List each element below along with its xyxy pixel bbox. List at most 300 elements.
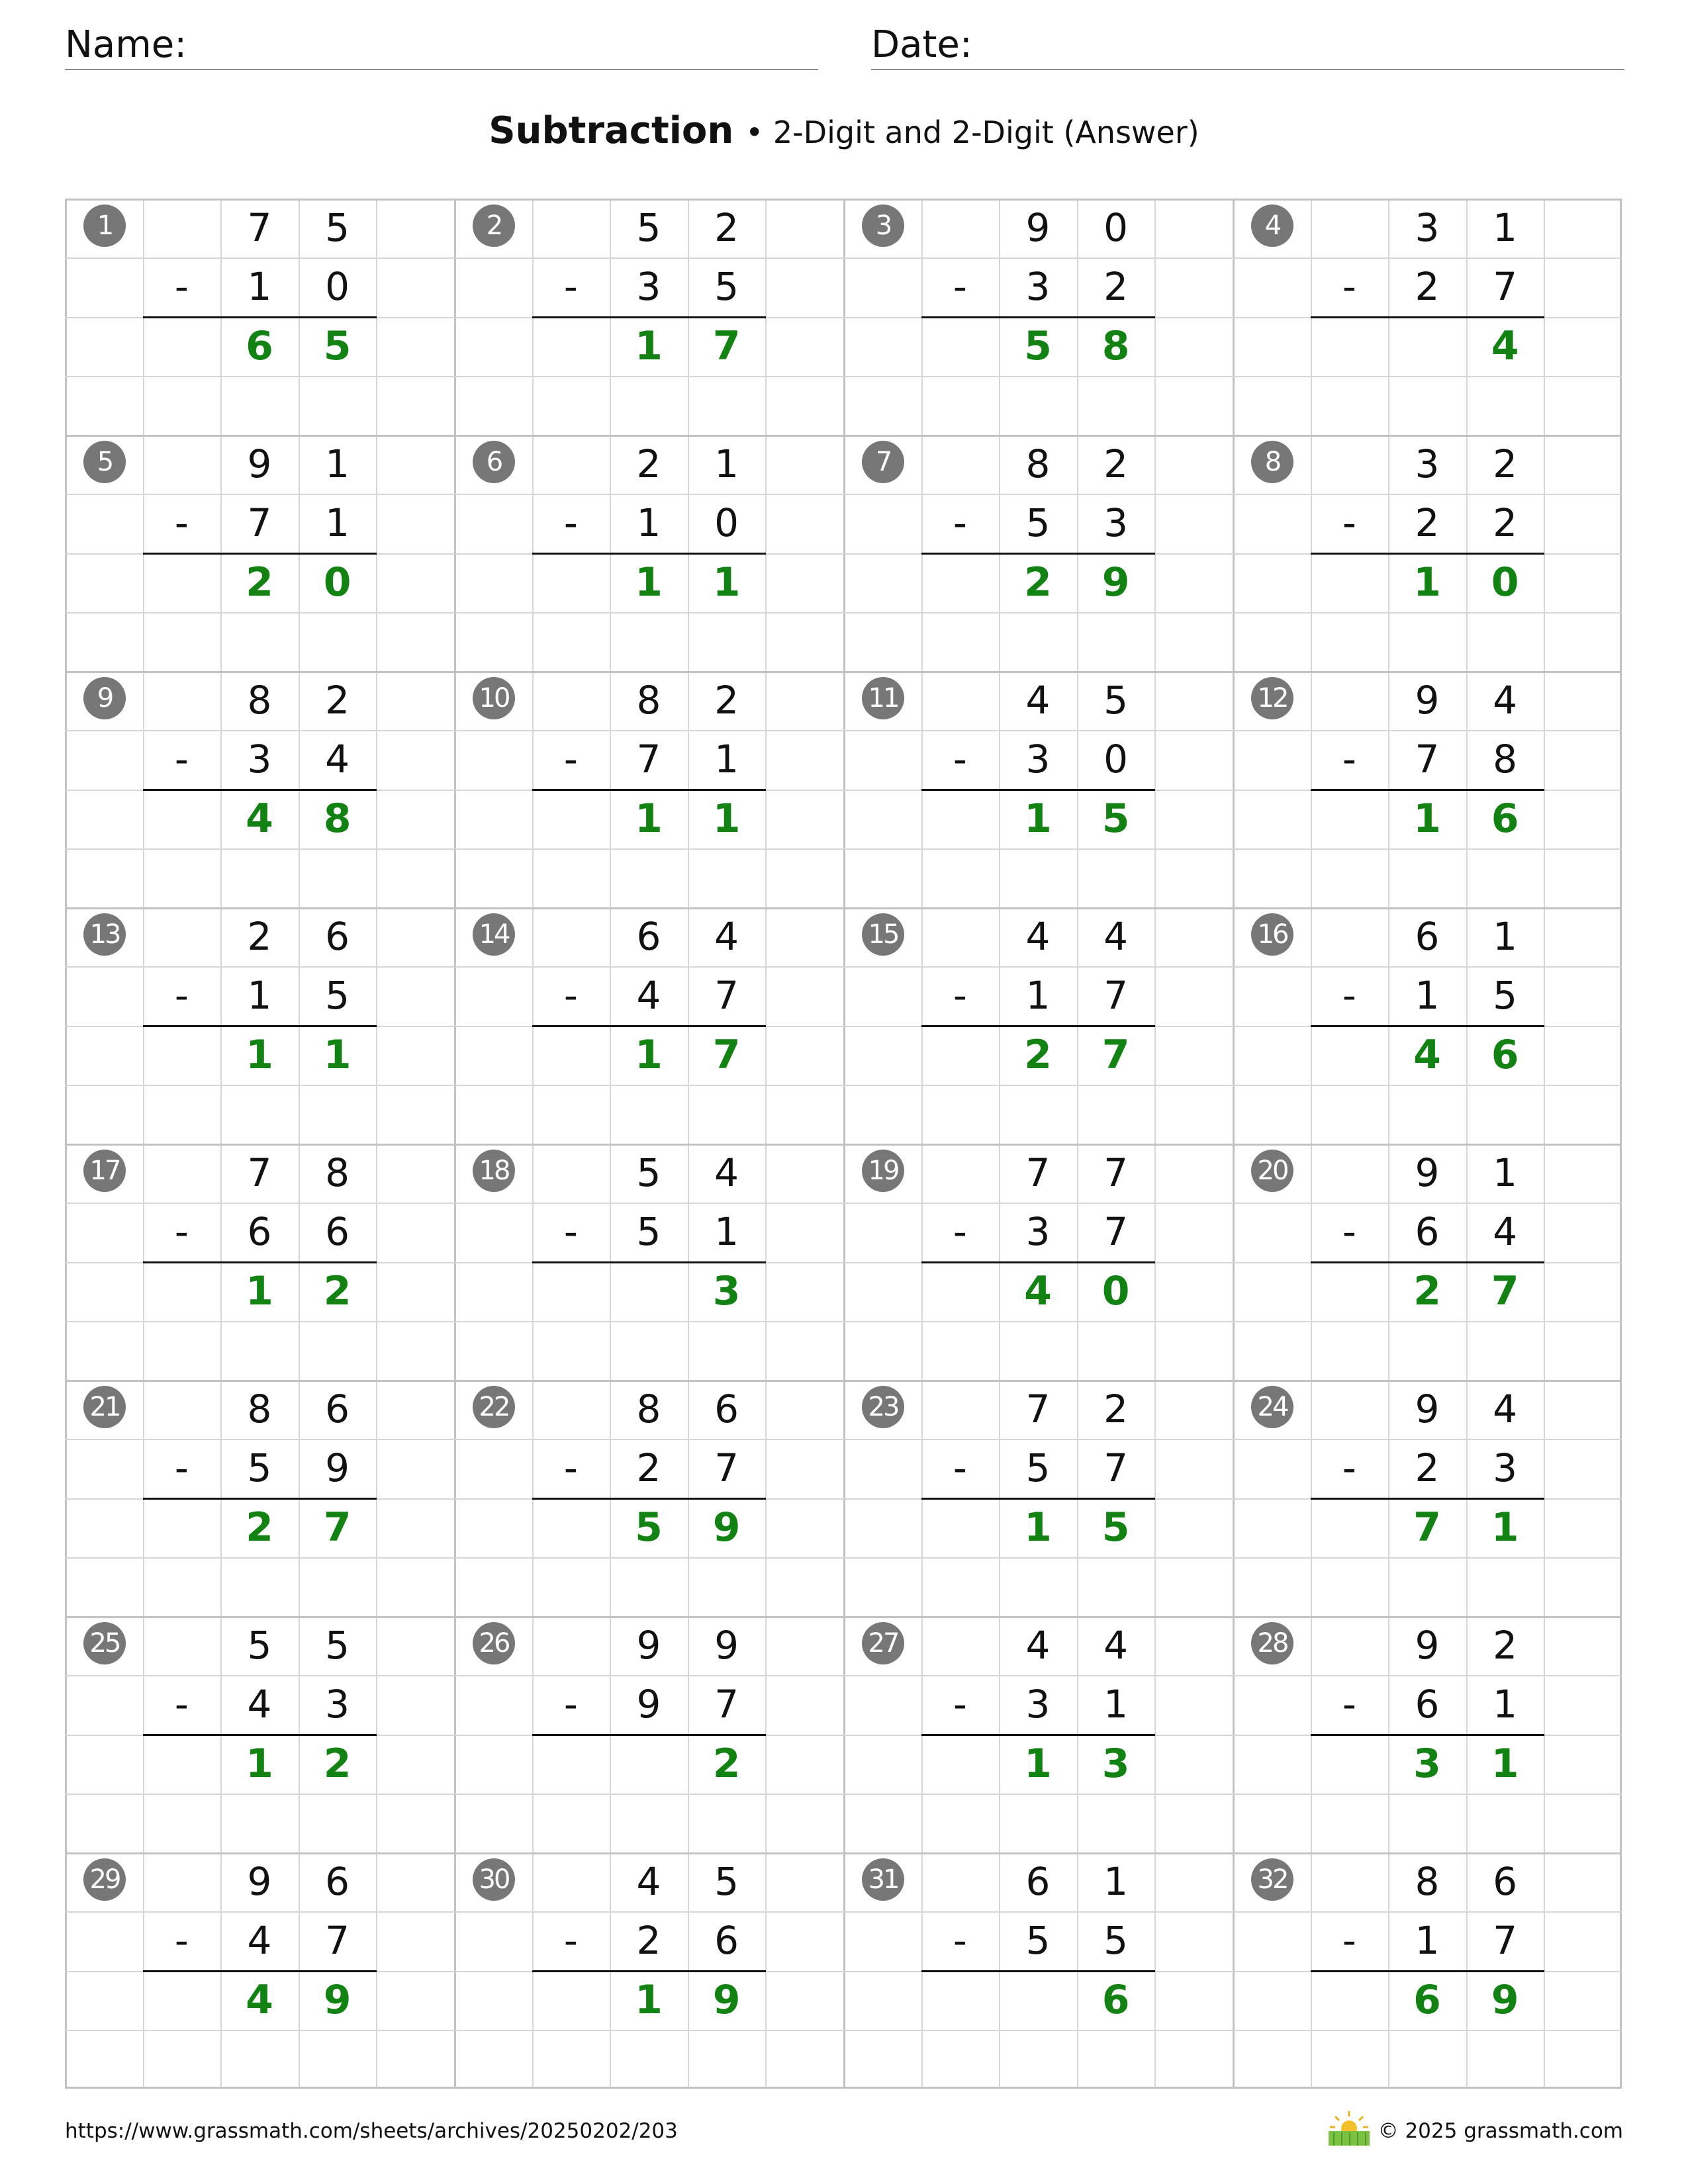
answer-rule-line bbox=[532, 553, 766, 555]
subtrahend-tens-digit: 1 bbox=[636, 500, 661, 546]
problem-number-badge: 6 bbox=[473, 441, 515, 483]
minuend-tens-digit: 7 bbox=[247, 1150, 272, 1195]
minuend-ones-digit: 2 bbox=[714, 678, 739, 723]
subtrahend-ones-digit: 4 bbox=[1493, 1209, 1518, 1255]
minuend-ones-digit: 1 bbox=[714, 441, 739, 486]
answer-ones-digit: 2 bbox=[712, 1740, 741, 1787]
minuend-tens-digit: 8 bbox=[1025, 441, 1051, 486]
problem-number-badge: 17 bbox=[83, 1150, 126, 1192]
subtrahend-tens-digit: 5 bbox=[1025, 1445, 1051, 1491]
subtrahend-tens-digit: 2 bbox=[1415, 1445, 1440, 1491]
answer-tens-digit bbox=[610, 1735, 688, 1794]
minus-sign: - bbox=[1342, 1445, 1356, 1491]
answer-tens-digit: 1 bbox=[635, 322, 663, 369]
minus-sign: - bbox=[1342, 973, 1356, 1019]
answer-tens-digit: 1 bbox=[635, 1976, 663, 2023]
answer-rule-line bbox=[532, 1498, 766, 1500]
problem-number-badge: 7 bbox=[862, 441, 904, 483]
subtrahend-tens-digit: 3 bbox=[1025, 1209, 1051, 1255]
answer-rule-line bbox=[1311, 1734, 1544, 1736]
name-label: Name: bbox=[65, 23, 187, 66]
minuend-tens-digit: 8 bbox=[247, 678, 272, 723]
minuend-tens-digit: 3 bbox=[1415, 441, 1440, 486]
answer-ones-digit: 0 bbox=[323, 559, 352, 606]
subtrahend-ones-digit: 9 bbox=[325, 1445, 350, 1491]
answer-tens-digit: 2 bbox=[1024, 1031, 1052, 1078]
problem-number-badge: 15 bbox=[862, 913, 904, 956]
answer-ones-digit: 9 bbox=[712, 1504, 741, 1551]
problem-number-badge: 9 bbox=[83, 677, 126, 719]
footer-url: https://www.grassmath.com/sheets/archives/20250202/203 bbox=[65, 2119, 678, 2143]
answer-tens-digit: 1 bbox=[1024, 1740, 1052, 1787]
subtrahend-ones-digit: 7 bbox=[1103, 1445, 1129, 1491]
subtrahend-tens-digit: 9 bbox=[636, 1682, 661, 1727]
date-field[interactable] bbox=[871, 21, 1624, 70]
problem-number-badge: 14 bbox=[473, 913, 515, 956]
minuend-tens-digit: 6 bbox=[1415, 914, 1440, 959]
problem-number-badge: 10 bbox=[473, 677, 515, 719]
problem bbox=[65, 671, 454, 907]
answer-rule-line bbox=[921, 1261, 1155, 1263]
answer-rule-line bbox=[143, 553, 377, 555]
problem bbox=[843, 1380, 1233, 1616]
problem bbox=[65, 1380, 454, 1616]
problem-number-badge: 20 bbox=[1251, 1150, 1293, 1192]
subtrahend-ones-digit: 5 bbox=[1493, 973, 1518, 1019]
minuend-tens-digit: 7 bbox=[1025, 1150, 1051, 1195]
minuend-ones-digit: 1 bbox=[325, 441, 350, 486]
subtrahend-tens-digit: 7 bbox=[247, 500, 272, 546]
answer-ones-digit: 5 bbox=[1102, 795, 1130, 842]
minus-sign: - bbox=[953, 500, 967, 546]
subtrahend-ones-digit: 2 bbox=[1103, 264, 1129, 310]
minus-sign: - bbox=[563, 973, 578, 1019]
answer-rule-line bbox=[1311, 553, 1544, 555]
problem bbox=[454, 1852, 843, 2089]
minuend-tens-digit: 7 bbox=[1025, 1387, 1051, 1432]
answer-ones-digit: 1 bbox=[1491, 1504, 1519, 1551]
minus-sign: - bbox=[1342, 500, 1356, 546]
minuend-ones-digit: 2 bbox=[325, 678, 350, 723]
subtrahend-ones-digit: 7 bbox=[714, 973, 739, 1019]
minus-sign: - bbox=[174, 973, 189, 1019]
answer-tens-digit: 1 bbox=[1024, 795, 1052, 842]
subtrahend-ones-digit: 6 bbox=[325, 1209, 350, 1255]
minus-sign: - bbox=[563, 1445, 578, 1491]
answer-tens-digit bbox=[999, 1971, 1077, 2030]
minus-sign: - bbox=[953, 1445, 967, 1491]
minuend-ones-digit: 4 bbox=[1103, 1623, 1129, 1668]
problem bbox=[454, 1144, 843, 1380]
subtrahend-ones-digit: 6 bbox=[714, 1918, 739, 1964]
minuend-ones-digit: 1 bbox=[1493, 914, 1518, 959]
answer-ones-digit: 9 bbox=[712, 1976, 741, 2023]
problem bbox=[454, 907, 843, 1144]
answer-rule-line bbox=[1311, 1498, 1544, 1500]
minuend-ones-digit: 4 bbox=[1493, 1387, 1518, 1432]
answer-tens-digit: 1 bbox=[246, 1740, 273, 1787]
problem bbox=[1233, 199, 1622, 435]
subtrahend-ones-digit: 5 bbox=[714, 264, 739, 310]
minuend-ones-digit: 8 bbox=[325, 1150, 350, 1195]
minuend-ones-digit: 6 bbox=[1493, 1859, 1518, 1904]
minuend-tens-digit: 5 bbox=[247, 1623, 272, 1668]
minus-sign: - bbox=[563, 1682, 578, 1727]
subtrahend-tens-digit: 5 bbox=[1025, 1918, 1051, 1964]
date-label: Date: bbox=[871, 23, 972, 66]
answer-rule-line bbox=[143, 1734, 377, 1736]
subtrahend-ones-digit: 1 bbox=[1493, 1682, 1518, 1727]
answer-tens-digit: 2 bbox=[246, 559, 273, 606]
minuend-tens-digit: 4 bbox=[636, 1859, 661, 1904]
minuend-tens-digit: 2 bbox=[247, 914, 272, 959]
minuend-tens-digit: 8 bbox=[247, 1387, 272, 1432]
answer-ones-digit: 8 bbox=[323, 795, 352, 842]
answer-tens-digit: 4 bbox=[246, 1976, 273, 2023]
subtrahend-tens-digit: 4 bbox=[636, 973, 661, 1019]
answer-rule-line bbox=[532, 316, 766, 318]
answer-tens-digit: 7 bbox=[1413, 1504, 1441, 1551]
problem-number-badge: 19 bbox=[862, 1150, 904, 1192]
answer-rule-line bbox=[532, 1970, 766, 1972]
minuend-ones-digit: 1 bbox=[1493, 1150, 1518, 1195]
minus-sign: - bbox=[174, 264, 189, 310]
minuend-tens-digit: 5 bbox=[636, 205, 661, 250]
problem bbox=[843, 1852, 1233, 2089]
subtrahend-tens-digit: 3 bbox=[247, 737, 272, 782]
problem-number-badge: 22 bbox=[473, 1386, 515, 1428]
problem bbox=[1233, 1144, 1622, 1380]
answer-ones-digit: 1 bbox=[323, 1031, 352, 1078]
answer-tens-digit: 1 bbox=[1413, 795, 1441, 842]
minus-sign: - bbox=[174, 500, 189, 546]
problem bbox=[454, 1380, 843, 1616]
answer-tens-digit: 5 bbox=[1024, 322, 1052, 369]
subtrahend-ones-digit: 7 bbox=[1493, 264, 1518, 310]
subtrahend-tens-digit: 3 bbox=[1025, 737, 1051, 782]
problem-grid bbox=[65, 199, 1622, 2089]
answer-ones-digit: 9 bbox=[1102, 559, 1130, 606]
problem-number-badge: 13 bbox=[83, 913, 126, 956]
subtrahend-ones-digit: 1 bbox=[325, 500, 350, 546]
subtrahend-tens-digit: 7 bbox=[1415, 737, 1440, 782]
problem-number-badge: 31 bbox=[862, 1858, 904, 1901]
answer-rule-line bbox=[532, 789, 766, 791]
answer-tens-digit: 6 bbox=[1413, 1976, 1441, 2023]
answer-tens-digit: 2 bbox=[246, 1504, 273, 1551]
answer-ones-digit: 1 bbox=[712, 559, 741, 606]
answer-ones-digit: 3 bbox=[1102, 1740, 1130, 1787]
problem bbox=[1233, 1616, 1622, 1852]
subtrahend-tens-digit: 3 bbox=[1025, 1682, 1051, 1727]
answer-ones-digit: 5 bbox=[1102, 1504, 1130, 1551]
minuend-ones-digit: 1 bbox=[1493, 205, 1518, 250]
answer-ones-digit: 9 bbox=[323, 1976, 352, 2023]
problem-number-badge: 30 bbox=[473, 1858, 515, 1901]
minuend-tens-digit: 2 bbox=[636, 441, 661, 486]
problem bbox=[1233, 1852, 1622, 2089]
answer-tens-digit: 1 bbox=[635, 1031, 663, 1078]
answer-rule-line bbox=[921, 1734, 1155, 1736]
subtrahend-ones-digit: 7 bbox=[1103, 1209, 1129, 1255]
answer-tens-digit: 1 bbox=[1413, 559, 1441, 606]
subtrahend-ones-digit: 1 bbox=[714, 1209, 739, 1255]
minus-sign: - bbox=[563, 264, 578, 310]
problem-number-badge: 16 bbox=[1251, 913, 1293, 956]
subtrahend-ones-digit: 7 bbox=[714, 1682, 739, 1727]
problem-number-badge: 27 bbox=[862, 1622, 904, 1664]
name-field[interactable] bbox=[65, 21, 818, 70]
answer-tens-digit bbox=[1388, 317, 1466, 376]
minuend-ones-digit: 0 bbox=[1103, 205, 1129, 250]
answer-ones-digit: 2 bbox=[323, 1740, 352, 1787]
minuend-ones-digit: 4 bbox=[1103, 914, 1129, 959]
minus-sign: - bbox=[953, 264, 967, 310]
minuend-ones-digit: 5 bbox=[325, 205, 350, 250]
minuend-ones-digit: 6 bbox=[325, 1387, 350, 1432]
answer-ones-digit: 9 bbox=[1491, 1976, 1519, 2023]
minus-sign: - bbox=[1342, 1918, 1356, 1964]
problem-number-badge: 21 bbox=[83, 1386, 126, 1428]
minus-sign: - bbox=[1342, 737, 1356, 782]
answer-ones-digit: 8 bbox=[1102, 322, 1130, 369]
answer-rule-line bbox=[921, 316, 1155, 318]
subtrahend-ones-digit: 7 bbox=[714, 1445, 739, 1491]
answer-ones-digit: 5 bbox=[323, 322, 352, 369]
problem bbox=[1233, 435, 1622, 671]
minuend-tens-digit: 9 bbox=[1415, 1623, 1440, 1668]
subtrahend-ones-digit: 5 bbox=[325, 973, 350, 1019]
subtrahend-tens-digit: 7 bbox=[636, 737, 661, 782]
problem bbox=[1233, 671, 1622, 907]
answer-tens-digit: 1 bbox=[246, 1031, 273, 1078]
answer-tens-digit: 3 bbox=[1413, 1740, 1441, 1787]
subtrahend-ones-digit: 3 bbox=[1493, 1445, 1518, 1491]
minuend-ones-digit: 2 bbox=[1493, 1623, 1518, 1668]
answer-tens-digit: 1 bbox=[635, 559, 663, 606]
minuend-tens-digit: 6 bbox=[636, 914, 661, 959]
subtrahend-tens-digit: 6 bbox=[1415, 1682, 1440, 1727]
minuend-ones-digit: 5 bbox=[325, 1623, 350, 1668]
subtrahend-ones-digit: 1 bbox=[714, 737, 739, 782]
minuend-ones-digit: 6 bbox=[714, 1387, 739, 1432]
subtrahend-tens-digit: 2 bbox=[636, 1445, 661, 1491]
title-subtitle: • 2-Digit and 2-Digit (Answer) bbox=[745, 114, 1199, 150]
problem bbox=[843, 199, 1233, 435]
subtrahend-tens-digit: 3 bbox=[636, 264, 661, 310]
minuend-tens-digit: 9 bbox=[1415, 1150, 1440, 1195]
answer-ones-digit: 7 bbox=[1491, 1267, 1519, 1314]
subtrahend-ones-digit: 3 bbox=[1103, 500, 1129, 546]
subtrahend-ones-digit: 2 bbox=[1493, 500, 1518, 546]
answer-ones-digit: 6 bbox=[1102, 1976, 1130, 2023]
minuend-tens-digit: 6 bbox=[1025, 1859, 1051, 1904]
answer-rule-line bbox=[143, 316, 377, 318]
answer-ones-digit: 6 bbox=[1491, 1031, 1519, 1078]
answer-tens-digit: 4 bbox=[1024, 1267, 1052, 1314]
problem-number-badge: 12 bbox=[1251, 677, 1293, 719]
problem-number-badge: 4 bbox=[1251, 205, 1293, 247]
minuend-tens-digit: 9 bbox=[636, 1623, 661, 1668]
subtrahend-tens-digit: 5 bbox=[247, 1445, 272, 1491]
minuend-tens-digit: 8 bbox=[636, 1387, 661, 1432]
answer-tens-digit: 2 bbox=[1413, 1267, 1441, 1314]
subtrahend-ones-digit: 4 bbox=[325, 737, 350, 782]
problem bbox=[1233, 1380, 1622, 1616]
answer-tens-digit: 5 bbox=[635, 1504, 663, 1551]
minus-sign: - bbox=[953, 737, 967, 782]
footer-copyright: © 2025 grassmath.com bbox=[1378, 2119, 1623, 2143]
answer-tens-digit: 1 bbox=[1024, 1504, 1052, 1551]
subtrahend-tens-digit: 1 bbox=[247, 264, 272, 310]
minus-sign: - bbox=[953, 1682, 967, 1727]
subtrahend-tens-digit: 5 bbox=[636, 1209, 661, 1255]
subtrahend-tens-digit: 1 bbox=[1025, 973, 1051, 1019]
subtrahend-tens-digit: 2 bbox=[1415, 500, 1440, 546]
problem bbox=[843, 435, 1233, 671]
answer-rule-line bbox=[532, 1261, 766, 1263]
answer-rule-line bbox=[143, 1025, 377, 1027]
subtrahend-ones-digit: 0 bbox=[714, 500, 739, 546]
answer-rule-line bbox=[532, 1025, 766, 1027]
answer-ones-digit: 6 bbox=[1491, 795, 1519, 842]
minuend-ones-digit: 6 bbox=[325, 1859, 350, 1904]
problem bbox=[454, 671, 843, 907]
problem bbox=[843, 907, 1233, 1144]
minus-sign: - bbox=[174, 1445, 189, 1491]
minuend-tens-digit: 3 bbox=[1415, 205, 1440, 250]
minuend-ones-digit: 9 bbox=[714, 1623, 739, 1668]
answer-rule-line bbox=[921, 789, 1155, 791]
minus-sign: - bbox=[1342, 1209, 1356, 1255]
answer-tens-digit bbox=[610, 1262, 688, 1321]
answer-ones-digit: 3 bbox=[712, 1267, 741, 1314]
subtrahend-tens-digit: 2 bbox=[636, 1918, 661, 1964]
answer-rule-line bbox=[143, 789, 377, 791]
subtrahend-ones-digit: 7 bbox=[1103, 973, 1129, 1019]
answer-tens-digit: 4 bbox=[1413, 1031, 1441, 1078]
problem-number-badge: 23 bbox=[862, 1386, 904, 1428]
problem bbox=[65, 435, 454, 671]
minuend-tens-digit: 9 bbox=[1025, 205, 1051, 250]
problem-number-badge: 24 bbox=[1251, 1386, 1293, 1428]
answer-ones-digit: 7 bbox=[1102, 1031, 1130, 1078]
answer-tens-digit: 1 bbox=[635, 795, 663, 842]
minuend-tens-digit: 8 bbox=[1415, 1859, 1440, 1904]
subtrahend-tens-digit: 1 bbox=[1415, 1918, 1440, 1964]
answer-tens-digit: 1 bbox=[246, 1267, 273, 1314]
problem-number-badge: 2 bbox=[473, 205, 515, 247]
problem-number-badge: 26 bbox=[473, 1622, 515, 1664]
problem bbox=[65, 907, 454, 1144]
minuend-ones-digit: 6 bbox=[325, 914, 350, 959]
subtrahend-tens-digit: 1 bbox=[1415, 973, 1440, 1019]
minuend-ones-digit: 1 bbox=[1103, 1859, 1129, 1904]
answer-rule-line bbox=[921, 553, 1155, 555]
answer-rule-line bbox=[1311, 1025, 1544, 1027]
minuend-tens-digit: 9 bbox=[247, 1859, 272, 1904]
subtrahend-tens-digit: 4 bbox=[247, 1682, 272, 1727]
subtrahend-ones-digit: 8 bbox=[1493, 737, 1518, 782]
minus-sign: - bbox=[953, 973, 967, 1019]
minuend-tens-digit: 9 bbox=[1415, 1387, 1440, 1432]
minuend-ones-digit: 7 bbox=[1103, 1150, 1129, 1195]
answer-rule-line bbox=[1311, 316, 1544, 318]
answer-ones-digit: 0 bbox=[1491, 559, 1519, 606]
subtrahend-ones-digit: 3 bbox=[325, 1682, 350, 1727]
problem-number-badge: 3 bbox=[862, 205, 904, 247]
title-main: Subtraction bbox=[489, 109, 734, 152]
minus-sign: - bbox=[563, 737, 578, 782]
problem bbox=[65, 1852, 454, 2089]
minus-sign: - bbox=[174, 1918, 189, 1964]
sun-over-grass-icon bbox=[1326, 2110, 1372, 2147]
subtrahend-tens-digit: 6 bbox=[1415, 1209, 1440, 1255]
answer-ones-digit: 4 bbox=[1491, 322, 1519, 369]
minuend-tens-digit: 9 bbox=[1415, 678, 1440, 723]
problem-number-badge: 11 bbox=[862, 677, 904, 719]
minuend-tens-digit: 4 bbox=[1025, 678, 1051, 723]
answer-rule-line bbox=[921, 1498, 1155, 1500]
problem-number-badge: 28 bbox=[1251, 1622, 1293, 1664]
minuend-ones-digit: 4 bbox=[1493, 678, 1518, 723]
answer-rule-line bbox=[1311, 1970, 1544, 1972]
subtrahend-tens-digit: 2 bbox=[1415, 264, 1440, 310]
minuend-ones-digit: 5 bbox=[1103, 678, 1129, 723]
answer-tens-digit: 6 bbox=[246, 322, 273, 369]
answer-ones-digit: 0 bbox=[1102, 1267, 1130, 1314]
minuend-ones-digit: 2 bbox=[1103, 1387, 1129, 1432]
answer-ones-digit: 1 bbox=[1491, 1740, 1519, 1787]
problem bbox=[843, 1144, 1233, 1380]
minus-sign: - bbox=[563, 1918, 578, 1964]
subtrahend-tens-digit: 1 bbox=[247, 973, 272, 1019]
minuend-ones-digit: 2 bbox=[1493, 441, 1518, 486]
answer-rule-line bbox=[143, 1970, 377, 1972]
answer-ones-digit: 2 bbox=[323, 1267, 352, 1314]
minus-sign: - bbox=[563, 500, 578, 546]
minuend-tens-digit: 5 bbox=[636, 1150, 661, 1195]
minuend-tens-digit: 9 bbox=[247, 441, 272, 486]
answer-ones-digit: 7 bbox=[712, 322, 741, 369]
minus-sign: - bbox=[1342, 264, 1356, 310]
subtrahend-tens-digit: 5 bbox=[1025, 500, 1051, 546]
problem-number-badge: 32 bbox=[1251, 1858, 1293, 1901]
minus-sign: - bbox=[174, 1682, 189, 1727]
problem bbox=[65, 1616, 454, 1852]
minus-sign: - bbox=[953, 1918, 967, 1964]
minus-sign: - bbox=[563, 1209, 578, 1255]
subtrahend-ones-digit: 1 bbox=[1103, 1682, 1129, 1727]
minus-sign: - bbox=[1342, 1682, 1356, 1727]
problem bbox=[1233, 907, 1622, 1144]
answer-tens-digit: 2 bbox=[1024, 559, 1052, 606]
problem-number-badge: 1 bbox=[83, 205, 126, 247]
subtrahend-ones-digit: 7 bbox=[325, 1918, 350, 1964]
minuend-ones-digit: 2 bbox=[714, 205, 739, 250]
minuend-ones-digit: 4 bbox=[714, 1150, 739, 1195]
answer-ones-digit: 1 bbox=[712, 795, 741, 842]
minuend-ones-digit: 4 bbox=[714, 914, 739, 959]
problem-number-badge: 5 bbox=[83, 441, 126, 483]
problem bbox=[454, 435, 843, 671]
answer-rule-line bbox=[921, 1970, 1155, 1972]
minuend-ones-digit: 5 bbox=[714, 1859, 739, 1904]
problem-number-badge: 8 bbox=[1251, 441, 1293, 483]
subtrahend-ones-digit: 7 bbox=[1493, 1918, 1518, 1964]
problem bbox=[65, 199, 454, 435]
problem-number-badge: 29 bbox=[83, 1858, 126, 1901]
